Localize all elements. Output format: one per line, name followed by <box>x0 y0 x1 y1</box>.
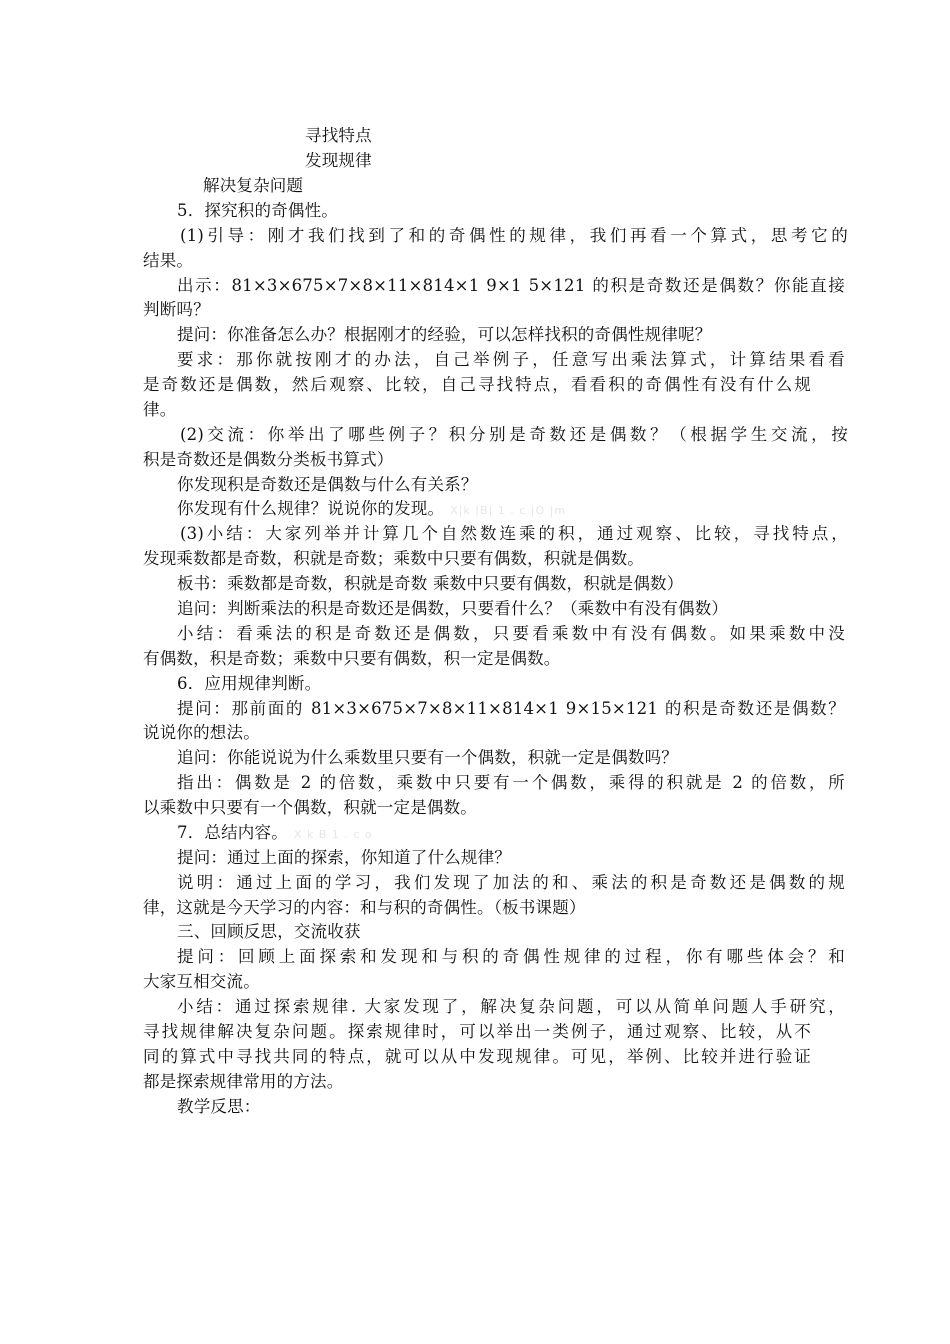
paragraph-line: 追问：你能说说为什么乘数里只要有一个偶数，积就一定是偶数吗？ <box>177 748 678 767</box>
watermark-text: X k B 1 . c o <box>293 828 373 841</box>
paragraph-line: 都是探索规律常用的方法。 <box>143 1072 344 1091</box>
paragraph-line: 出示：81×3×675×7×8×11×814×1 9×1 5×121 的积是奇数还是偶数？你能直接 <box>177 276 845 295</box>
teaching-reflection-heading: 教学反思： <box>177 1097 261 1116</box>
paragraph-line: 同的算式中寻找共同的特点，就可以从中发现规律。可见，举例、比较并进行验证 <box>143 1047 811 1066</box>
paragraph-line: 小结：看乘法的积是奇数还是偶数，只要看乘数中有没有偶数。如果乘数中没 <box>177 624 845 643</box>
paragraph-line: 说明：通过上面的学习，我们发现了加法的和、乘法的积是奇数还是偶数的规 <box>177 873 845 892</box>
paragraph-line: 提问：那前面的 81×3×675×7×8×11×814×1 9×15×121 的积是奇数还是偶数？ <box>177 699 845 718</box>
paragraph-line: 提问：回顾上面探索和发现和与积的奇偶性规律的过程，你有哪些体会？和 <box>177 947 845 966</box>
paragraph-line: 是奇数还是偶数，然后观察、比较，自己寻找特点，看看积的奇偶性有没有什么规 <box>143 375 811 394</box>
diagram-solve: 解决复杂问题 <box>203 176 304 195</box>
paragraph-line: 有偶数，积是奇数；乘数中只要有偶数，积一定是偶数。 <box>143 649 561 668</box>
paragraph-line: 判断吗？ <box>143 300 210 319</box>
paragraph-line: 以乘数中只要有一个偶数，积就一定是偶数。 <box>143 798 477 817</box>
paragraph-line: 小结：通过探索规律. 大家发现了，解决复杂问题，可以从简单问题人手研究， <box>177 997 845 1016</box>
paragraph-line: 板书：乘数都是奇数，积就是奇数 乘数中只要有偶数，积就是偶数） <box>177 574 684 593</box>
paragraph-line: 提问：你准备怎么办？根据刚才的经验，可以怎样找积的奇偶性规律呢？ <box>177 325 712 344</box>
paragraph-line: 寻找规律解决复杂问题。探索规律时，可以举出一类例子，通过观察、比较，从不 <box>143 1022 811 1041</box>
paragraph-line: (2)交流：你举出了哪些例子？积分别是奇数还是偶数？（根据学生交流，按 <box>180 425 848 444</box>
paragraph-line: 追问：判断乘法的积是奇数还是偶数，只要看什么？（乘数中有没有偶数） <box>177 599 729 618</box>
section-heading-5: 5．探究积的奇偶性。 <box>177 201 338 220</box>
paragraph-line: 说说你的想法。 <box>143 723 260 742</box>
paragraph-line: (1)引导：刚才我们找到了和的奇偶性的规律，我们再看一个算式，思考它的 <box>180 226 848 245</box>
paragraph-line: 你发现积是奇数还是偶数与什么有关系？ <box>177 475 478 494</box>
paragraph-line: 律。 <box>143 400 177 419</box>
paragraph-line: 要求：那你就按刚才的办法，自己举例子，任意写出乘法算式，计算结果看看 <box>177 350 845 369</box>
paragraph-line: (3)小结：大家列举并计算几个自然数连乘的积，通过观察、比较，寻找特点， <box>180 524 848 543</box>
diagram-feature: 寻找特点 <box>305 126 372 145</box>
section-heading-text: 7．总结内容。 <box>177 823 288 842</box>
diagram-rule: 发现规律 <box>305 151 372 170</box>
paragraph-line: 积是奇数还是偶数分类板书算式） <box>143 450 394 469</box>
watermark-text: X|k |B| 1 . c |O |m <box>450 504 567 517</box>
paragraph-line: 提问：通过上面的探索，你知道了什么规律？ <box>177 848 511 867</box>
section-heading-7 <box>143 821 845 847</box>
paragraph-line: 指出：偶数是 2 的倍数，乘数中只要有一个偶数，乘得的积就是 2 的倍数，所 <box>177 773 845 792</box>
paragraph-line: 律，这就是今天学习的内容：和与积的奇偶性。（板书课题） <box>143 898 586 917</box>
section-heading-6: 6．应用规律判断。 <box>177 674 322 693</box>
paragraph-line <box>143 497 845 523</box>
paragraph-line: 大家互相交流。 <box>143 972 260 991</box>
section-heading-3: 三、回顾反思，交流收获 <box>177 922 361 941</box>
paragraph-line: 结果。 <box>143 251 194 270</box>
paragraph-text: 你发现有什么规律？说说你的发现。 <box>177 499 445 518</box>
paragraph-line: 发现乘数都是奇数，积就是奇数；乘数中只要有偶数，积就是偶数。 <box>143 549 644 568</box>
